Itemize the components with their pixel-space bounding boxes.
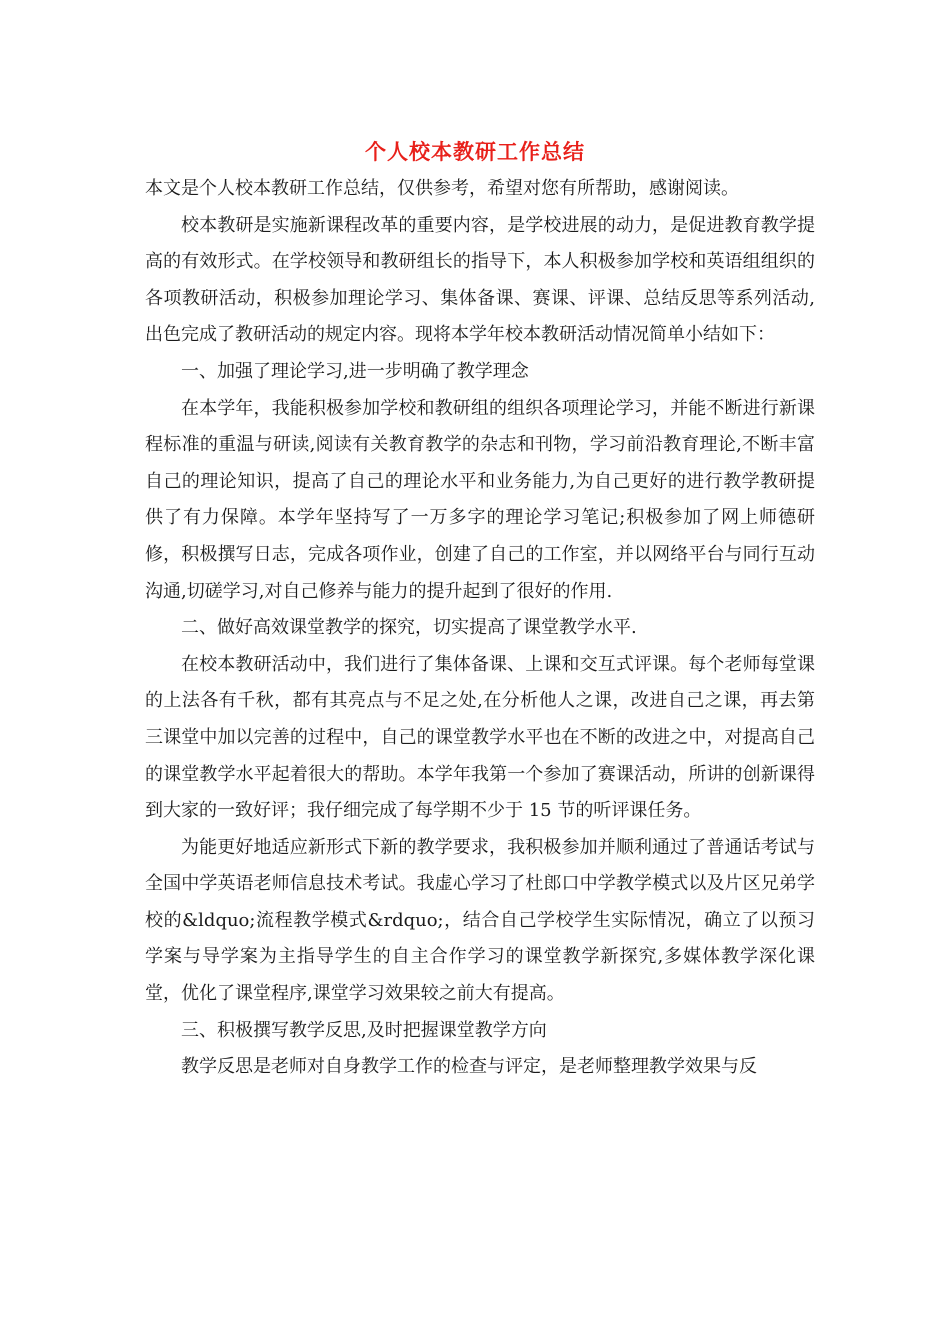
intro-paragraph: 本文是个人校本教研工作总结，仅供参考，希望对您有所帮助，感谢阅读。 <box>145 178 739 199</box>
document-body <box>145 171 815 1086</box>
body-paragraph: 在本学年，我能积极参加学校和教研组的组织各项理论学习，并能不断进行新课程标准的重温与研读,阅读有关教育教学的杂志和刊物，学习前沿教育理论,不断丰富自己的理论知识，提高了自己的理论水平和业务能力,为自己更好的进行教学教研提供了有力保障。本学年坚持写了一万多字的理论学习笔记;积极参加了网上师德研修，积极撰写日志，完成各项作业，创建了自己的工作室，并以网络平台与同行互动沟通,切磋学习,对自己修养与能力的提升起到了很好的作用. <box>145 397 815 602</box>
section-heading: 一、加强了理论学习,进一步明确了教学理念 <box>181 360 529 382</box>
body-paragraph: 在校本教研活动中，我们进行了集体备课、上课和交互式评课。每个老师每堂课的上法各有千秋，都有其亮点与不足之处,在分析他人之课，改进自己之课，再去第三课堂中加以完善的过程中，自己的课堂教学水平也在不断的改进之中，对提高自己的课堂教学水平起着很大的帮助。本学年我第一个参加了赛课活动，所讲的创新课得到大家的一致好评；我仔细完成了每学期不少于 15 节的听评课任务。 <box>145 653 815 822</box>
body-paragraph: 教学反思是老师对自身教学工作的检查与评定，是老师整理教学效果与反 <box>181 1056 757 1078</box>
body-paragraph: 为能更好地适应新形式下新的教学要求，我积极参加并顺利通过了普通话考试与全国中学英语老师信息技术考试。我虚心学习了杜郎口中学教学模式以及片区兄弟学校的&ldquo;流程教学模式&rdquo;，结合自己学校学生实际情况，确立了以预习学案与导学案为主指导学生的自主合作学习的课堂教学新探究,多媒体教学深化课堂，优化了课堂程序,课堂学习效果较之前大有提高。 <box>145 836 815 1005</box>
document-title: 个人校本教研工作总结 <box>365 140 585 164</box>
section-heading: 三、积极撰写教学反思,及时把握课堂教学方向 <box>181 1019 547 1041</box>
section-heading: 二、做好高效课堂教学的探究，切实提高了课堂教学水平. <box>181 617 637 639</box>
body-paragraph: 校本教研是实施新课程改革的重要内容，是学校进展的动力，是促进教育教学提高的有效形式。在学校领导和教研组长的指导下，本人积极参加学校和英语组组织的各项教研活动，积极参加理论学习、集体备课、赛课、评课、总结反思等系列活动,出色完成了教研活动的规定内容。现将本学年校本教研活动情况简单小结如下： <box>145 214 815 346</box>
